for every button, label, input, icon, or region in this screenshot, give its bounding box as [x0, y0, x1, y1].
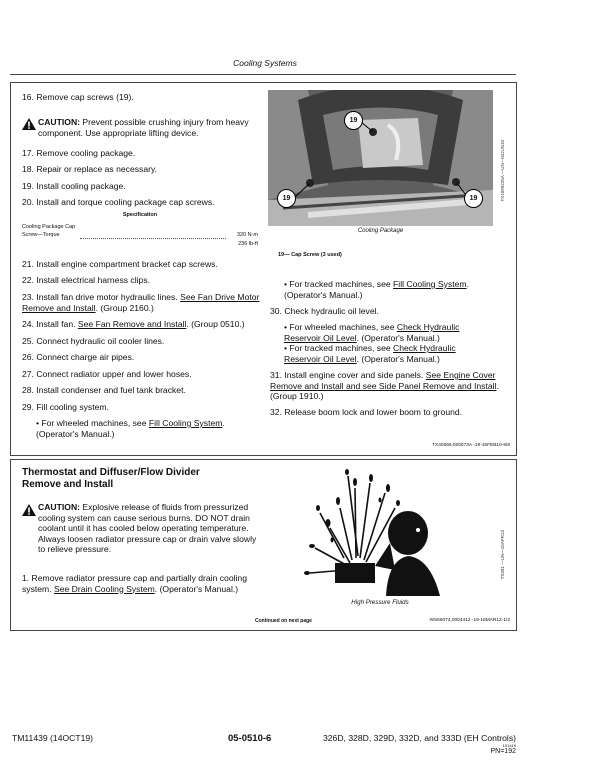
spec-row-1: Cooling Package Cap: [22, 224, 76, 230]
section2-title: [22, 467, 282, 491]
cooling-package-illustration: [268, 90, 493, 226]
step-20: 20. Install and torque cooling package cap screws.: [22, 197, 215, 207]
section2-title-line2: Remove and Install: [22, 479, 114, 490]
step-29: 29. Fill cooling system.: [22, 402, 109, 412]
specification-table: [22, 212, 258, 256]
callout-19-right: 19: [464, 189, 483, 208]
footer-models: 326D, 328D, 329D, 332D, and 333D (EH Controls): [323, 733, 516, 743]
section1-code: TX40066,000073A -19-15FEB10-8/8: [432, 443, 510, 448]
link-fill-cooling-system[interactable]: Fill Cooling System: [148, 418, 223, 428]
figure1-legend: 19— Cap Screw (3 used): [278, 252, 342, 258]
footer-manual-id: TM11439 (14OCT19): [12, 733, 94, 743]
spec-row-2-value: 320 N·m: [236, 232, 258, 238]
spec-leader: [80, 238, 226, 239]
bullet-wheeled-oil: • For wheeled machines, see Check Hydraulic Reservoir Oil Level. (Operator's Manual.): [284, 322, 460, 343]
warning-triangle-icon: [22, 118, 36, 130]
warning-triangle-icon: [22, 504, 36, 516]
link-engine-cover-side-panel[interactable]: See Engine Cover Remove and Install and see Side Panel Remove and Install: [270, 370, 497, 391]
section2-title-line1: Thermostat and Diffuser/Flow Divider: [22, 467, 200, 478]
bullet-tracked-oil: • For tracked machines, see Check Hydraulic Reservoir Oil Level. (Operator's Manual.): [284, 343, 456, 364]
step-28: 28. Install condenser and fuel tank bracket.: [22, 385, 186, 395]
link-fill-cooling-system-tracked[interactable]: Fill Cooling System: [393, 279, 467, 289]
caution-body: Prevent possible crushing injury from heavy component. Use appropriate lifting device.: [38, 117, 249, 138]
spec-row-2: [22, 232, 258, 240]
caution-text: [38, 117, 260, 138]
section-header-title: Cooling Systems: [233, 58, 297, 68]
footer-pn: PN=192: [490, 748, 516, 755]
step-32: 32. Release boom lock and lower boom to ground.: [270, 407, 463, 417]
figure1-caption: Cooling Package: [357, 228, 404, 234]
step-30: 30. Check hydraulic oil level.: [270, 306, 379, 316]
spec-title: Specification: [122, 212, 158, 218]
spec-row-2-label: Screw—Torque: [22, 232, 60, 238]
link-check-hydraulic-wheeled[interactable]: Check Hydraulic Reservoir Oil Level: [284, 322, 460, 343]
step-18: 18. Repair or replace as necessary.: [22, 164, 158, 174]
section2-caution-label: CAUTION:: [38, 502, 81, 512]
callout-19-top: 19: [344, 111, 363, 130]
link-fan-remove-install[interactable]: See Fan Remove and Install: [77, 319, 187, 329]
step-19: 19. Install cooling package.: [22, 181, 126, 191]
caution-label: CAUTION:: [38, 117, 81, 127]
step-23: 23. Install fan drive motor hydraulic lines. See Fan Drive Motor Remove and Install. (Group 2160.): [22, 292, 260, 313]
figure2-side-code: TS281 —UN—15APR13: [500, 530, 505, 580]
step-26: 26. Connect charge air pipes.: [22, 352, 135, 362]
header-rule: [10, 74, 516, 75]
step-16: 16. Remove cap screws (19).: [22, 92, 134, 102]
link-fan-drive-motor[interactable]: See Fan Drive Motor Remove and Install: [22, 292, 260, 313]
step-27: 27. Connect radiator upper and lower hoses.: [22, 369, 192, 379]
step-17: 17. Remove cooling package.: [22, 148, 136, 158]
high-pressure-spray-icon: [300, 468, 460, 596]
footer-small-code: 101419: [502, 743, 516, 748]
continued-on-next-page: Continued on next page: [255, 618, 312, 624]
cooling-package-photo: [268, 90, 493, 226]
step-21: 21. Install engine compartment bracket cap screws.: [22, 259, 218, 269]
step-31: 31. Install engine cover and side panels. See Engine Cover Remove and Install and see Side Panel Remove and Install. (Group 1910.): [270, 370, 499, 401]
callout-19-left: 19: [277, 189, 296, 208]
figure1-side-code: TX1099225A —UN—04JUN10: [500, 140, 505, 202]
step-24: 24. Install fan. See Fan Remove and Install. (Group 0510.): [22, 319, 245, 329]
figure2-caption: High Pressure Fluids: [351, 599, 409, 606]
link-drain-cooling-system[interactable]: See Drain Cooling System: [54, 583, 155, 594]
section2-code: WS66074,0004412 -19-18MAR12-1/2: [429, 618, 510, 623]
step-25: 25. Connect hydraulic oil cooler lines.: [22, 336, 165, 346]
bullet-tracked-fill: • For tracked machines, see Fill Cooling System. (Operator's Manual.): [284, 279, 469, 300]
high-pressure-fluids-figure: [300, 468, 460, 596]
spec-row-3-value: 236 lb-ft: [238, 241, 258, 247]
section2-step-1: 1. Remove radiator pressure cap and partially drain cooling system. See Drain Cooling System. (Operator's Manual.): [22, 573, 247, 594]
bullet-wheeled-fill: • For wheeled machines, see Fill Cooling System. (Operator's Manual.): [36, 418, 225, 439]
link-check-hydraulic-tracked[interactable]: Check Hydraulic Reservoir Oil Level: [284, 343, 456, 364]
footer-page-ref: 05-0510-6: [228, 733, 272, 744]
section2-caution: [38, 502, 260, 555]
section2-caution-body: Explosive release of fluids from pressurized cooling system can cause serious burns. DO NOT drain coolant until it has cooled below operating temperature. Always loosen radiator pressure cap or drain valve slowly to relieve pressure.: [38, 502, 257, 554]
step-22: 22. Install electrical harness clips.: [22, 275, 151, 285]
